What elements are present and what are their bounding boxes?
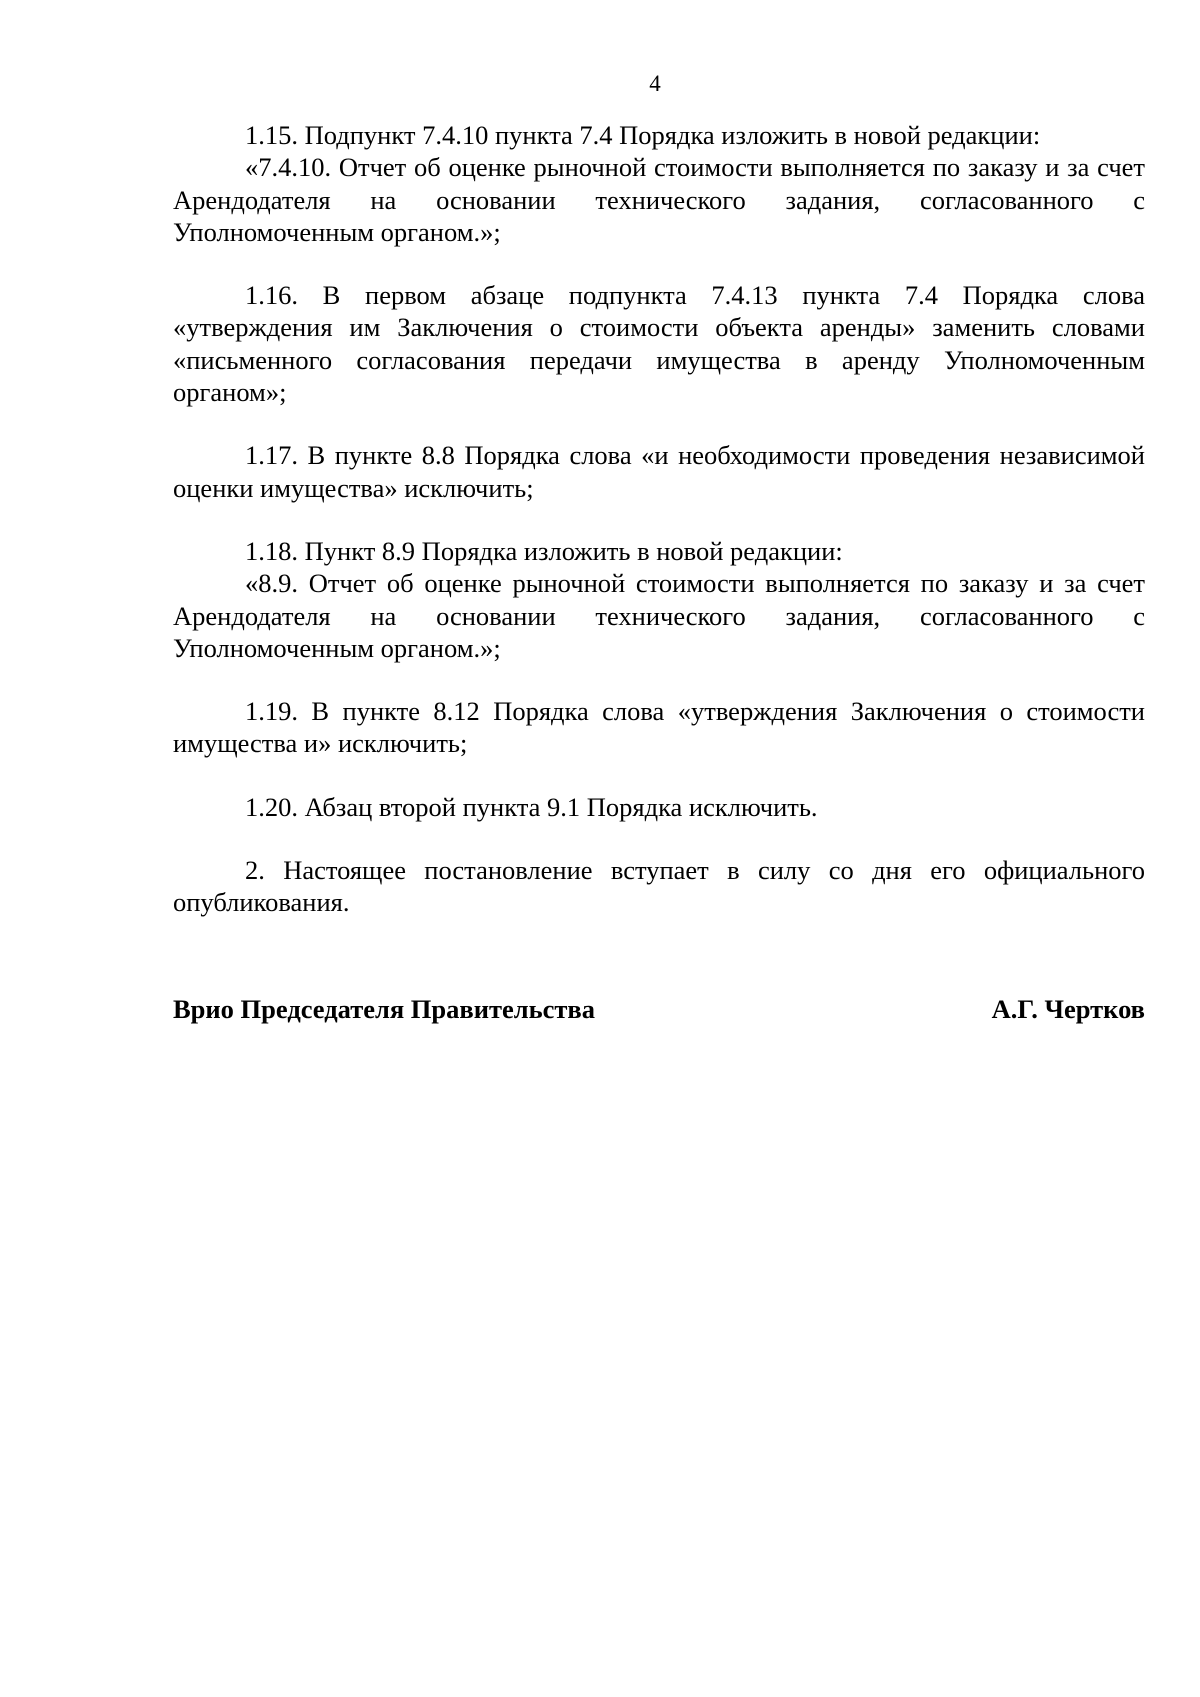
signature-name: А.Г. Чертков	[991, 994, 1145, 1024]
page-number: 4	[649, 71, 661, 96]
paragraph-2: 2. Настоящее постановление вступает в силу со дня его официального опубликования.	[173, 855, 1145, 918]
paragraph-1-18: 1.18. Пункт 8.9 Порядка изложить в новой редакции:	[245, 535, 843, 566]
paragraph-1-19: 1.19. В пункте 8.12 Порядка слова «утверждения Заключения о стоимости имущества и» исключить;	[173, 696, 1145, 759]
signature-position: Врио Председателя Правительства	[173, 994, 595, 1024]
paragraph-8-9-text: «8.9. Отчет об оценке рыночной стоимости выполняется по заказу и за счет Арендодателя на основании технического задания, согласованного с Уполномоченным органом.»;	[173, 568, 1145, 663]
document-body	[173, 119, 1145, 919]
paragraph-1-20: 1.20. Абзац второй пункта 9.1 Порядка исключить.	[245, 791, 818, 822]
paragraph-7-4-10-text: «7.4.10. Отчет об оценке рыночной стоимости выполняется по заказу и за счет Арендодателя на основании технического задания, согласованного с Уполномоченным органом.»;	[173, 152, 1145, 247]
signature-block	[173, 993, 1145, 1025]
paragraph-1-16: 1.16. В первом абзаце подпункта 7.4.13 пункта 7.4 Порядка слова «утверждения им Заключения о стоимости объекта аренды» заменить словами «письменного согласования передачи имущества в аренду Уполномоченным органом»;	[173, 280, 1145, 408]
paragraph-1-15: 1.15. Подпункт 7.4.10 пункта 7.4 Порядка изложить в новой редакции:	[245, 120, 1041, 150]
paragraph-1-17: 1.17. В пункте 8.8 Порядка слова «и необходимости проведения независимой оценки имущества» исключить;	[173, 440, 1145, 503]
